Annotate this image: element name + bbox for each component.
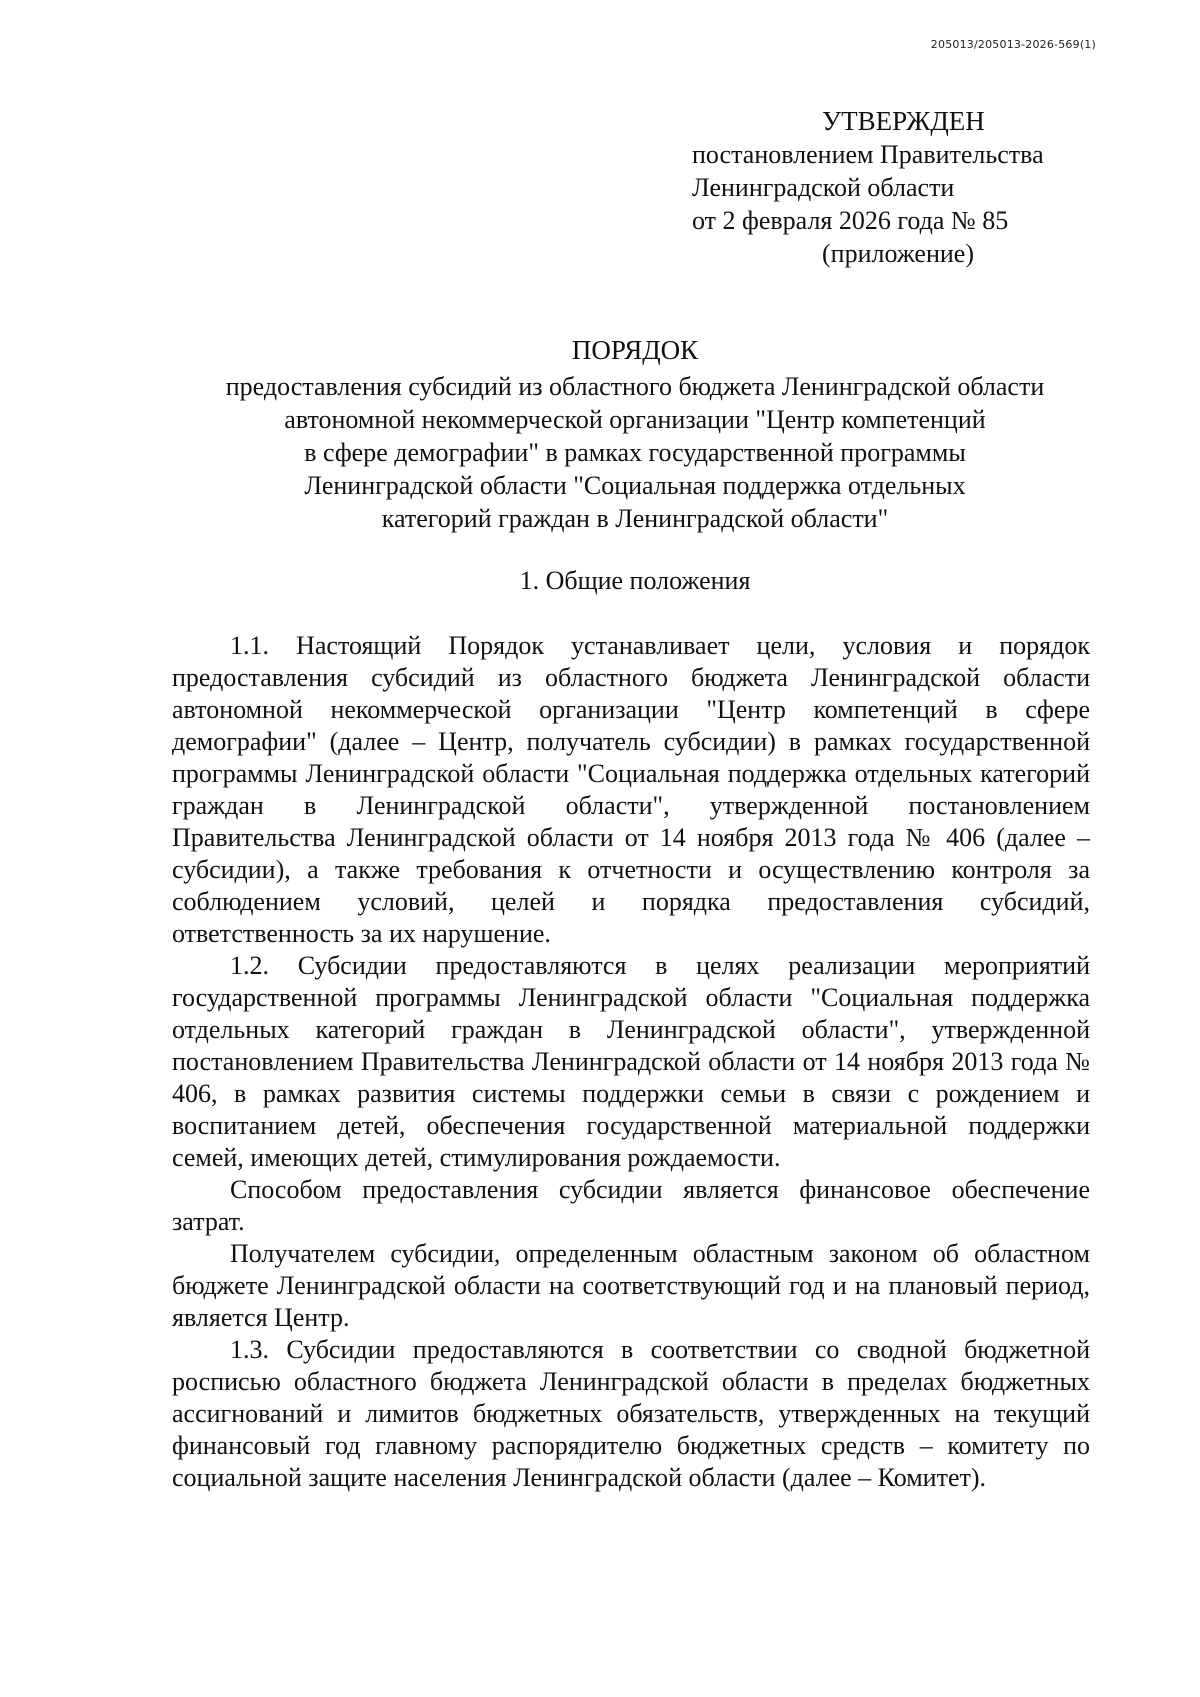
paragraph-recipient: Получателем субсидии, определенным областным законом об областном бюджете Ленинградской области на соответствующий год и на плановый период, является Центр.	[172, 1239, 1090, 1332]
subtitle-line: предоставления субсидий из областного бюджета Ленинградской области	[225, 372, 1045, 401]
subtitle-line: Ленинградской области "Социальная поддержка отдельных	[304, 471, 966, 500]
paragraph-method: Способом предоставления субсидии является финансовое обеспечение затрат.	[172, 1175, 1090, 1236]
paragraph-1-1: 1.1. Настоящий Порядок устанавливает цели, условия и порядок предоставления субсидий из областного бюджета Ленинградской области автономной некоммерческой организации "Центр компетенций в сфере демографии" (далее – Центр, получатель субсидии) в рамках государственной программы Ленинградской области "Социальная поддержка отдельных категорий граждан в Ленинградской области", утвержденной постановлением Правительства Ленинградской области от 14 ноября 2013 года № 406 (далее – субсидии), а также требования к отчетности и осуществлению контроля за соблюдением условий, целей и порядка предоставления субсидий, ответственность за их нарушение.	[172, 631, 1090, 948]
approval-line-2: Ленинградской области	[692, 173, 955, 202]
document-title: ПОРЯДОК	[571, 335, 699, 365]
subtitle-line: в сфере демографии" в рамках государственной программы	[304, 438, 966, 467]
subtitle-line: автономной некоммерческой организации "Центр компетенций	[284, 405, 986, 434]
approval-line-1: постановлением Правительства	[692, 140, 1044, 169]
document-id: 205013/205013-2026-569(1)	[930, 38, 1096, 51]
paragraph-1-2: 1.2. Субсидии предоставляются в целях реализации мероприятий государственной программы Ленинградской области "Социальная поддержка отдельных категорий граждан в Ленинградской области", утвержденной постановлением Правительства Ленинградской области от 14 ноября 2013 года № 406, в рамках развития системы поддержки семьи в связи с рождением и воспитанием детей, обеспечения государственной материальной поддержки семей, имеющих детей, стимулирования рождаемости.	[172, 951, 1090, 1172]
paragraph-1-3: 1.3. Субсидии предоставляются в соответствии со сводной бюджетной росписью областного бюджета Ленинградской области в пределах бюджетных ассигнований и лимитов бюджетных обязательств, утвержденных на текущий финансовый год главному распорядителю бюджетных средств – комитету по социальной защите населения Ленинградской области (далее – Комитет).	[172, 1335, 1090, 1492]
body-text	[172, 630, 1090, 1494]
subtitle-line: категорий граждан в Ленинградской области"	[381, 504, 889, 533]
approval-title: УТВЕРЖДЕН	[822, 106, 985, 136]
approval-appendix: (приложение)	[822, 239, 975, 268]
approval-block	[692, 105, 1112, 270]
document-subtitle	[150, 370, 1120, 535]
approval-line-3: от 2 февраля 2026 года № 85	[692, 206, 1009, 235]
section-heading: 1. Общие положения	[519, 566, 751, 595]
